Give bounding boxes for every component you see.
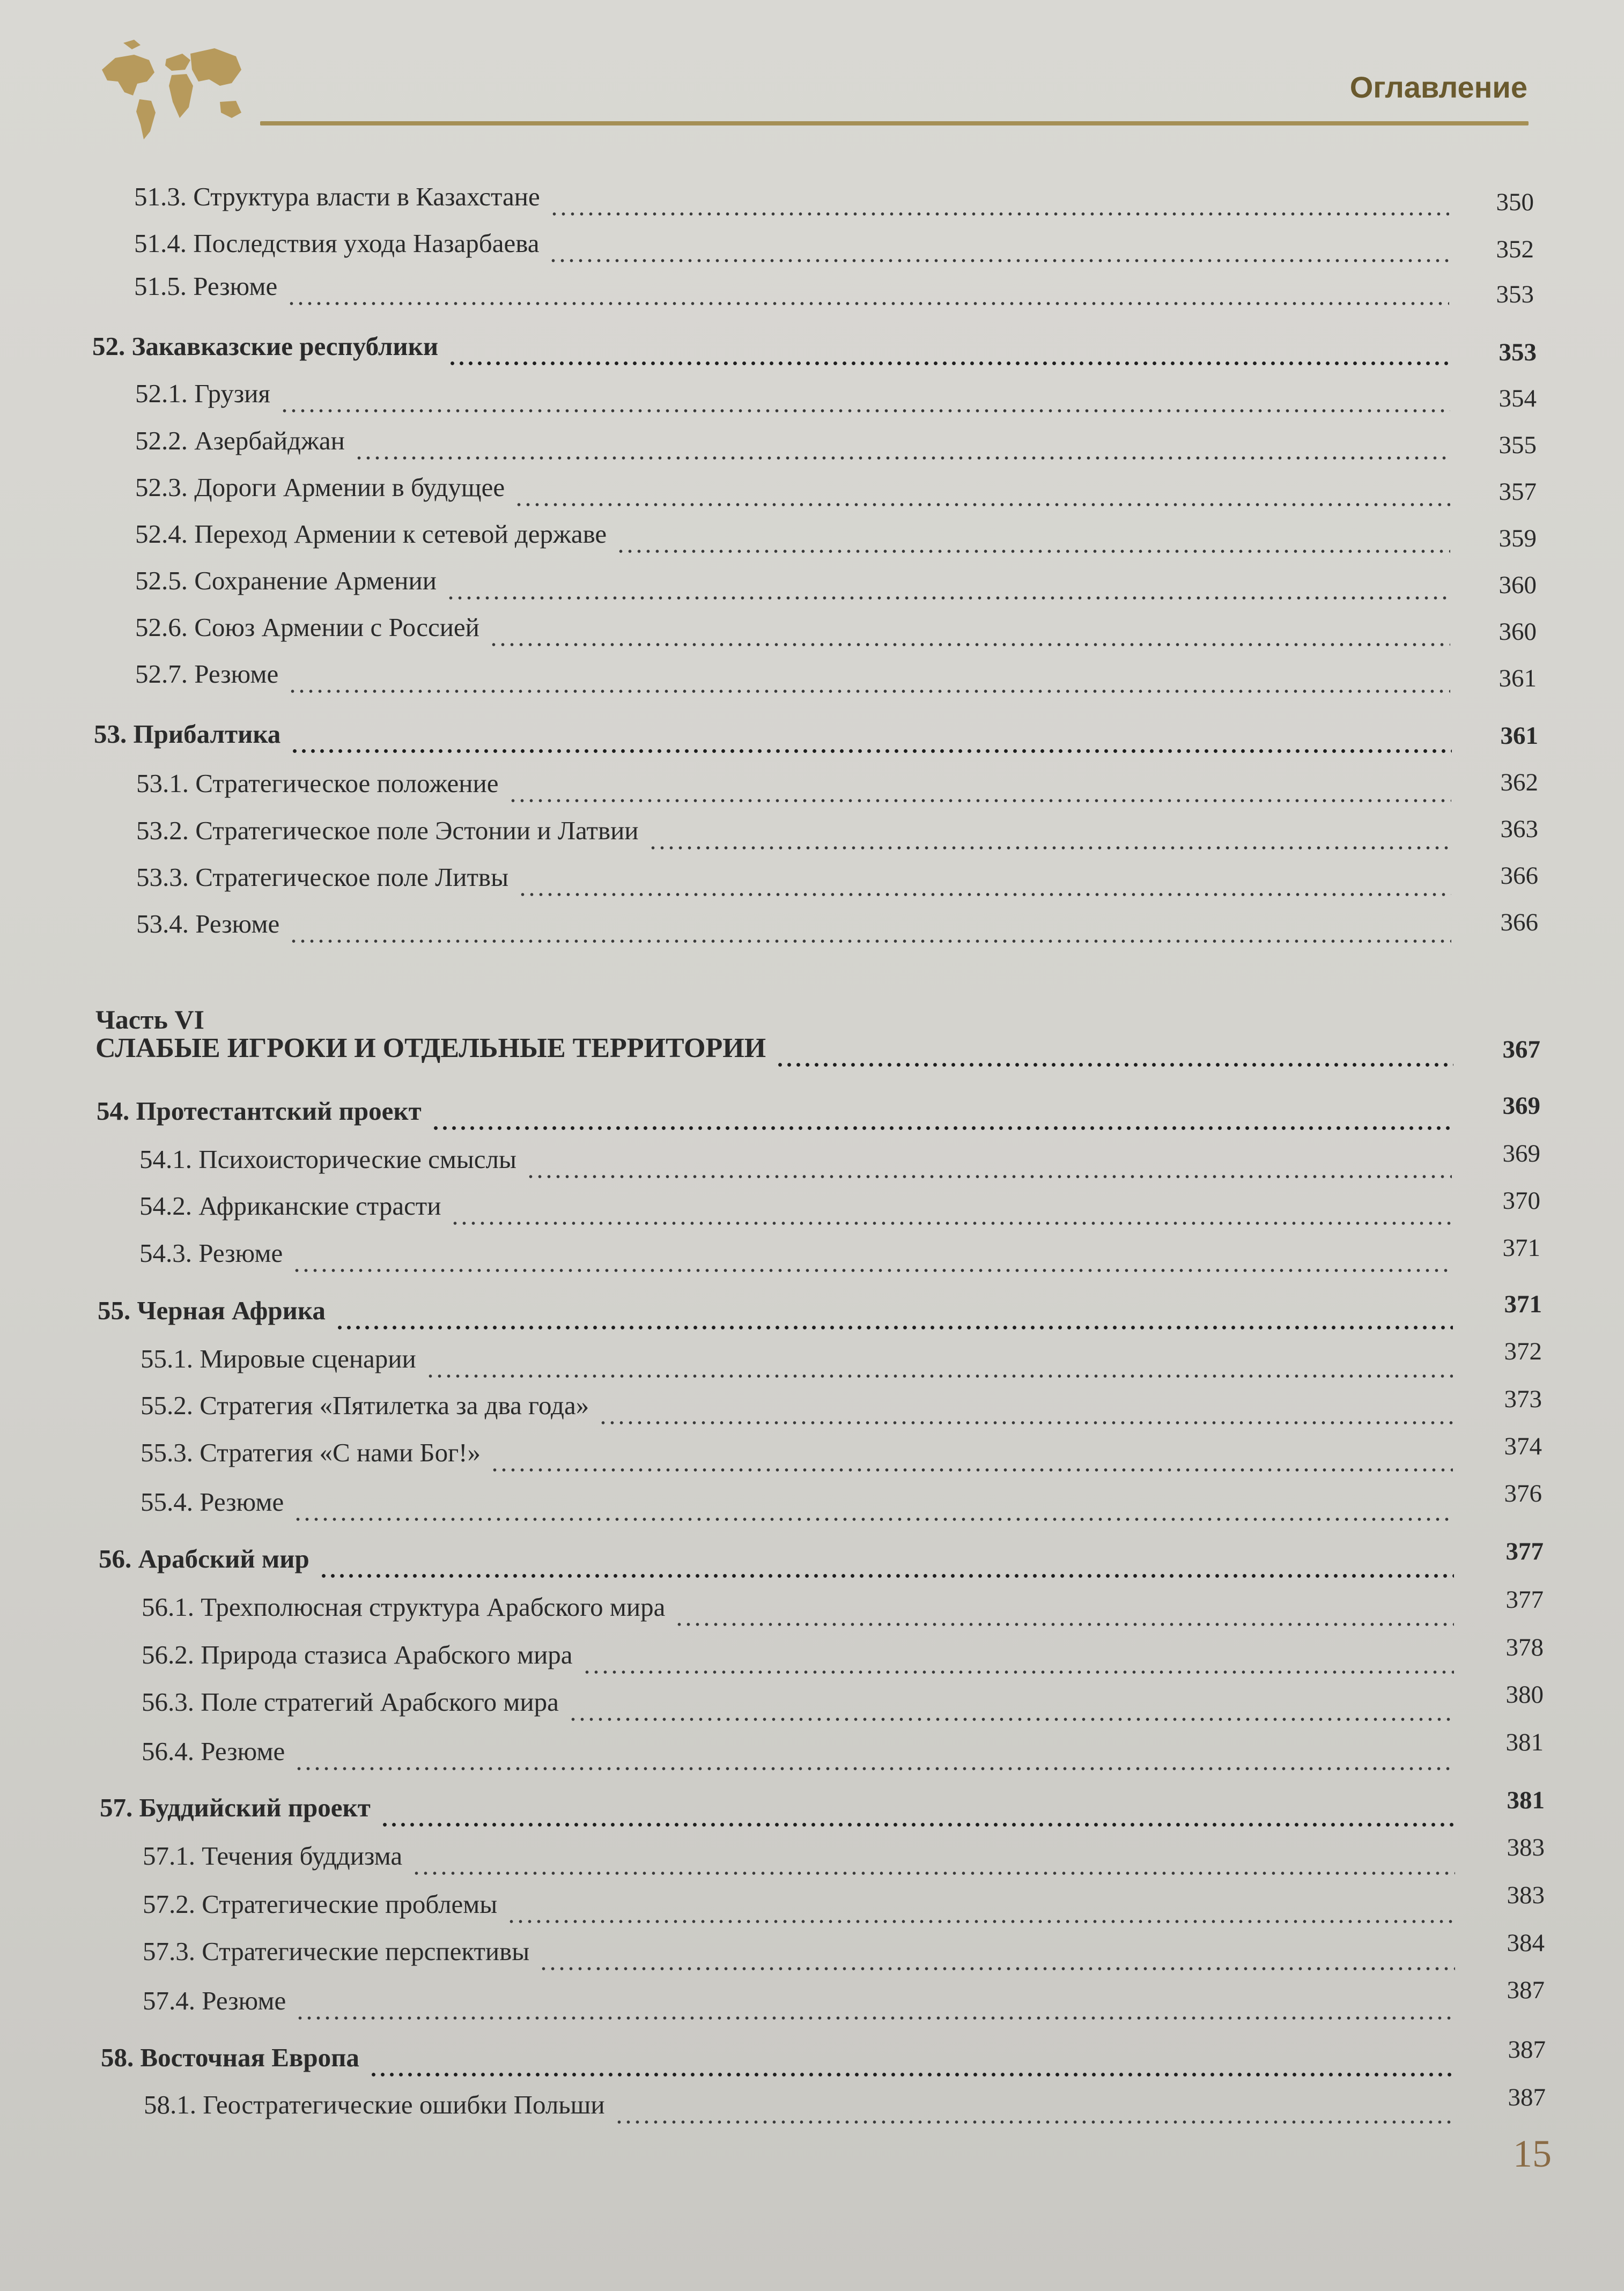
- toc-entry-page: 353: [1498, 338, 1537, 366]
- dot-leader: [616, 550, 1450, 553]
- toc-entry-page: 383: [1507, 1834, 1545, 1861]
- toc-entry[interactable]: [142, 1639, 1464, 1682]
- dot-leader: [776, 1063, 1453, 1067]
- toc-entry[interactable]: [134, 271, 1459, 314]
- toc-entry-label: 56.2. Природа стазиса Арабского мира: [142, 1640, 573, 1669]
- toc-entry-label: 57.2. Стратегические проблемы: [143, 1889, 498, 1919]
- toc-entry-page: 350: [1496, 188, 1534, 216]
- toc-entry-label: 52.7. Резюме: [135, 659, 279, 689]
- dot-leader: [451, 1222, 1452, 1225]
- dot-leader: [582, 1671, 1454, 1674]
- toc-entry[interactable]: [135, 378, 1460, 421]
- toc-chapter[interactable]: [101, 2042, 1466, 2085]
- toc-entry[interactable]: [141, 1390, 1463, 1433]
- toc-entry[interactable]: [136, 908, 1461, 951]
- toc-entry[interactable]: [135, 425, 1460, 468]
- dot-leader: [380, 1823, 1455, 1827]
- toc-entry[interactable]: [139, 1191, 1461, 1233]
- toc-entry-label: СЛАБЫЕ ИГРОКИ И ОТДЕЛЬНЫЕ ТЕРРИТОРИИ: [95, 1033, 766, 1063]
- dot-leader: [518, 893, 1451, 896]
- toc-entry-page: 383: [1507, 1881, 1545, 1909]
- toc-entry-page: 387: [1507, 1976, 1545, 2004]
- toc-entry-page: 376: [1504, 1480, 1542, 1507]
- toc-entry-label: 57.1. Течения буддизма: [143, 1841, 403, 1871]
- dot-leader: [489, 643, 1450, 646]
- toc-entry-label: 57. Буддийский проект: [100, 1793, 371, 1822]
- toc-entry-page: 363: [1500, 815, 1538, 843]
- toc-entry[interactable]: [143, 1841, 1465, 1883]
- toc-entry-label: 52.1. Грузия: [135, 379, 270, 408]
- dot-leader: [550, 212, 1449, 216]
- toc-entry-label: 56. Арабский мир: [99, 1544, 309, 1573]
- toc-entry-page: 387: [1508, 2083, 1546, 2111]
- toc-entry-page: 372: [1504, 1337, 1542, 1365]
- dot-leader: [526, 1175, 1452, 1178]
- toc-entry-label: 51.5. Резюме: [134, 271, 278, 301]
- toc-entry[interactable]: [144, 2089, 1466, 2132]
- toc-entry[interactable]: [141, 1487, 1463, 1529]
- toc-entry-page: 369: [1502, 1140, 1540, 1167]
- toc-entry-label: 58. Восточная Европа: [101, 2043, 359, 2072]
- toc-entry[interactable]: [139, 1238, 1461, 1281]
- toc-entry-page: 377: [1505, 1538, 1544, 1565]
- dot-leader: [319, 1574, 1454, 1578]
- toc-entry-page: 367: [1502, 1036, 1540, 1063]
- dot-leader: [290, 749, 1452, 753]
- toc-entry-label: 55.1. Мировые сценарии: [141, 1344, 416, 1373]
- toc-entry-page: 374: [1504, 1432, 1542, 1460]
- toc-entry-page: 354: [1498, 385, 1537, 412]
- toc-entry[interactable]: [134, 181, 1459, 224]
- toc-entry[interactable]: [135, 612, 1460, 655]
- toc-entry-page: 373: [1504, 1385, 1542, 1413]
- toc-entry[interactable]: [135, 565, 1460, 608]
- toc-entry-page: 355: [1498, 431, 1537, 459]
- dot-leader: [355, 456, 1450, 460]
- toc-entry-page: 369: [1502, 1092, 1540, 1120]
- toc-chapter[interactable]: [97, 1096, 1461, 1139]
- toc-entry[interactable]: [135, 519, 1460, 561]
- toc-entry-label: 54.1. Психоисторические смыслы: [139, 1144, 516, 1174]
- toc-chapter[interactable]: [99, 1543, 1464, 1586]
- dot-leader: [296, 2016, 1455, 2020]
- running-header-title: Оглавление: [1349, 70, 1527, 104]
- dot-leader: [675, 1623, 1454, 1626]
- dot-leader: [412, 1872, 1455, 1875]
- toc-entry-page: 380: [1505, 1681, 1544, 1709]
- dot-leader: [287, 302, 1449, 305]
- toc-entry-label: 56.3. Поле стратегий Арабского мира: [142, 1687, 559, 1717]
- toc-entry[interactable]: [141, 1437, 1463, 1480]
- toc-entry-page: 361: [1498, 664, 1537, 692]
- toc-entry-label: 55.4. Резюме: [141, 1487, 284, 1517]
- toc-entry-page: 384: [1507, 1929, 1545, 1957]
- dot-leader: [292, 1269, 1452, 1272]
- dot-leader: [648, 846, 1451, 849]
- toc-entry-label: 54.3. Резюме: [139, 1238, 283, 1268]
- toc-entry-label: 55.2. Стратегия «Пятилетка за два года»: [141, 1391, 589, 1420]
- dot-leader: [539, 1967, 1455, 1970]
- toc-entry-page: 371: [1502, 1234, 1540, 1262]
- toc-entry-label: 52.2. Азербайджан: [135, 426, 345, 455]
- toc-entry-label: 52.3. Дороги Армении в будущее: [135, 472, 505, 502]
- toc-entry-label: 56.4. Резюме: [142, 1736, 285, 1766]
- toc-entry[interactable]: [143, 1985, 1465, 2028]
- toc-entry-page: 381: [1505, 1728, 1544, 1756]
- toc-entry-page: 359: [1498, 524, 1537, 552]
- toc-entry-label: 57.3. Стратегические перспективы: [143, 1937, 530, 1966]
- toc-entry-page: 361: [1500, 722, 1538, 750]
- toc-entry-label: 53.1. Стратегическое положение: [136, 768, 499, 798]
- toc-entry-label: 52.4. Переход Армении к сетевой державе: [135, 519, 607, 549]
- dot-leader: [335, 1326, 1453, 1329]
- toc-entry-page: 377: [1505, 1586, 1544, 1614]
- toc-entry[interactable]: [135, 659, 1460, 701]
- dot-leader: [569, 1718, 1454, 1721]
- toc-entry-page: 366: [1500, 862, 1538, 890]
- toc-entry[interactable]: [136, 862, 1461, 905]
- toc-entry-page: 366: [1500, 908, 1538, 936]
- dot-leader: [288, 690, 1450, 693]
- toc-entry[interactable]: [143, 1936, 1465, 1979]
- toc-entry-label: 58.1. Геостратегические ошибки Польши: [144, 2090, 605, 2119]
- toc-entry-label: 56.1. Трехполюсная структура Арабского мира: [142, 1592, 666, 1622]
- dot-leader: [369, 2073, 1456, 2076]
- toc-entry-page: 387: [1508, 2036, 1546, 2064]
- toc-entry-label: 54. Протестантский проект: [97, 1096, 422, 1126]
- dot-leader: [549, 259, 1449, 262]
- part-label: Часть VI: [95, 1004, 204, 1034]
- toc-entry[interactable]: [134, 228, 1459, 271]
- toc-entry[interactable]: [141, 1343, 1463, 1386]
- toc-entry-page: 360: [1498, 571, 1537, 599]
- toc-entry-label: 51.3. Структура власти в Казахстане: [134, 182, 540, 211]
- toc-chapter[interactable]: [94, 719, 1461, 762]
- dot-leader: [293, 1518, 1453, 1521]
- toc-chapter[interactable]: [100, 1792, 1465, 1835]
- dot-leader: [431, 1126, 1452, 1130]
- toc-entry[interactable]: [139, 1144, 1461, 1187]
- dot-leader: [448, 361, 1449, 365]
- toc-entry-label: 53. Прибалтика: [94, 719, 281, 749]
- page-number: 15: [1513, 2132, 1552, 2175]
- toc-entry-page: 370: [1502, 1187, 1540, 1215]
- dot-leader: [426, 1374, 1453, 1378]
- toc-entry-label: 55.3. Стратегия «С нами Бог!»: [141, 1438, 481, 1467]
- toc-entry-page: 352: [1496, 235, 1534, 263]
- toc-entry-page: 362: [1500, 768, 1538, 796]
- toc-entry-page: 381: [1507, 1786, 1545, 1814]
- toc-chapter[interactable]: [98, 1295, 1463, 1338]
- toc-entry-label: 53.2. Стратегическое поле Эстонии и Латвии: [136, 816, 639, 845]
- dot-leader: [446, 596, 1450, 600]
- toc-entry-label: 53.3. Стратегическое поле Литвы: [136, 862, 508, 892]
- toc-entry[interactable]: [135, 472, 1460, 515]
- toc-entry-label: 57.4. Резюме: [143, 1986, 286, 2015]
- dot-leader: [507, 1920, 1455, 1923]
- dot-leader: [289, 940, 1451, 943]
- toc-entry-page: 371: [1504, 1290, 1542, 1318]
- toc-entry-page: 378: [1505, 1634, 1544, 1661]
- dot-leader: [294, 1767, 1454, 1770]
- dot-leader: [599, 1421, 1453, 1424]
- toc-part[interactable]: [95, 1032, 1463, 1075]
- dot-leader: [280, 409, 1450, 412]
- toc-entry-label: 55. Черная Африка: [98, 1296, 326, 1325]
- dot-leader: [490, 1468, 1453, 1472]
- toc-entry-page: 353: [1496, 280, 1534, 308]
- toc-entry-label: 53.4. Резюме: [136, 909, 280, 938]
- toc-entry-label: 51.4. Последствия ухода Назарбаева: [134, 228, 540, 258]
- dot-leader: [615, 2120, 1456, 2124]
- toc-entry[interactable]: [136, 815, 1461, 858]
- toc-entry-label: 54.2. Африканские страсти: [139, 1191, 441, 1221]
- dot-leader: [514, 503, 1450, 506]
- dot-leader: [508, 799, 1452, 802]
- toc-chapter[interactable]: [92, 331, 1459, 374]
- toc-entry-label: 52.5. Сохранение Армении: [135, 566, 437, 595]
- toc-entry[interactable]: [142, 1687, 1464, 1730]
- toc-entry-label: 52. Закавказские республики: [92, 331, 439, 361]
- toc-entry[interactable]: [143, 1889, 1465, 1932]
- toc-entry[interactable]: [142, 1736, 1464, 1779]
- toc-entry-page: 357: [1498, 478, 1537, 506]
- toc-entry[interactable]: [142, 1592, 1464, 1635]
- toc-entry[interactable]: [136, 768, 1461, 811]
- toc-entry-label: 52.6. Союз Армении с Россией: [135, 612, 479, 642]
- toc-entry-page: 360: [1498, 618, 1537, 646]
